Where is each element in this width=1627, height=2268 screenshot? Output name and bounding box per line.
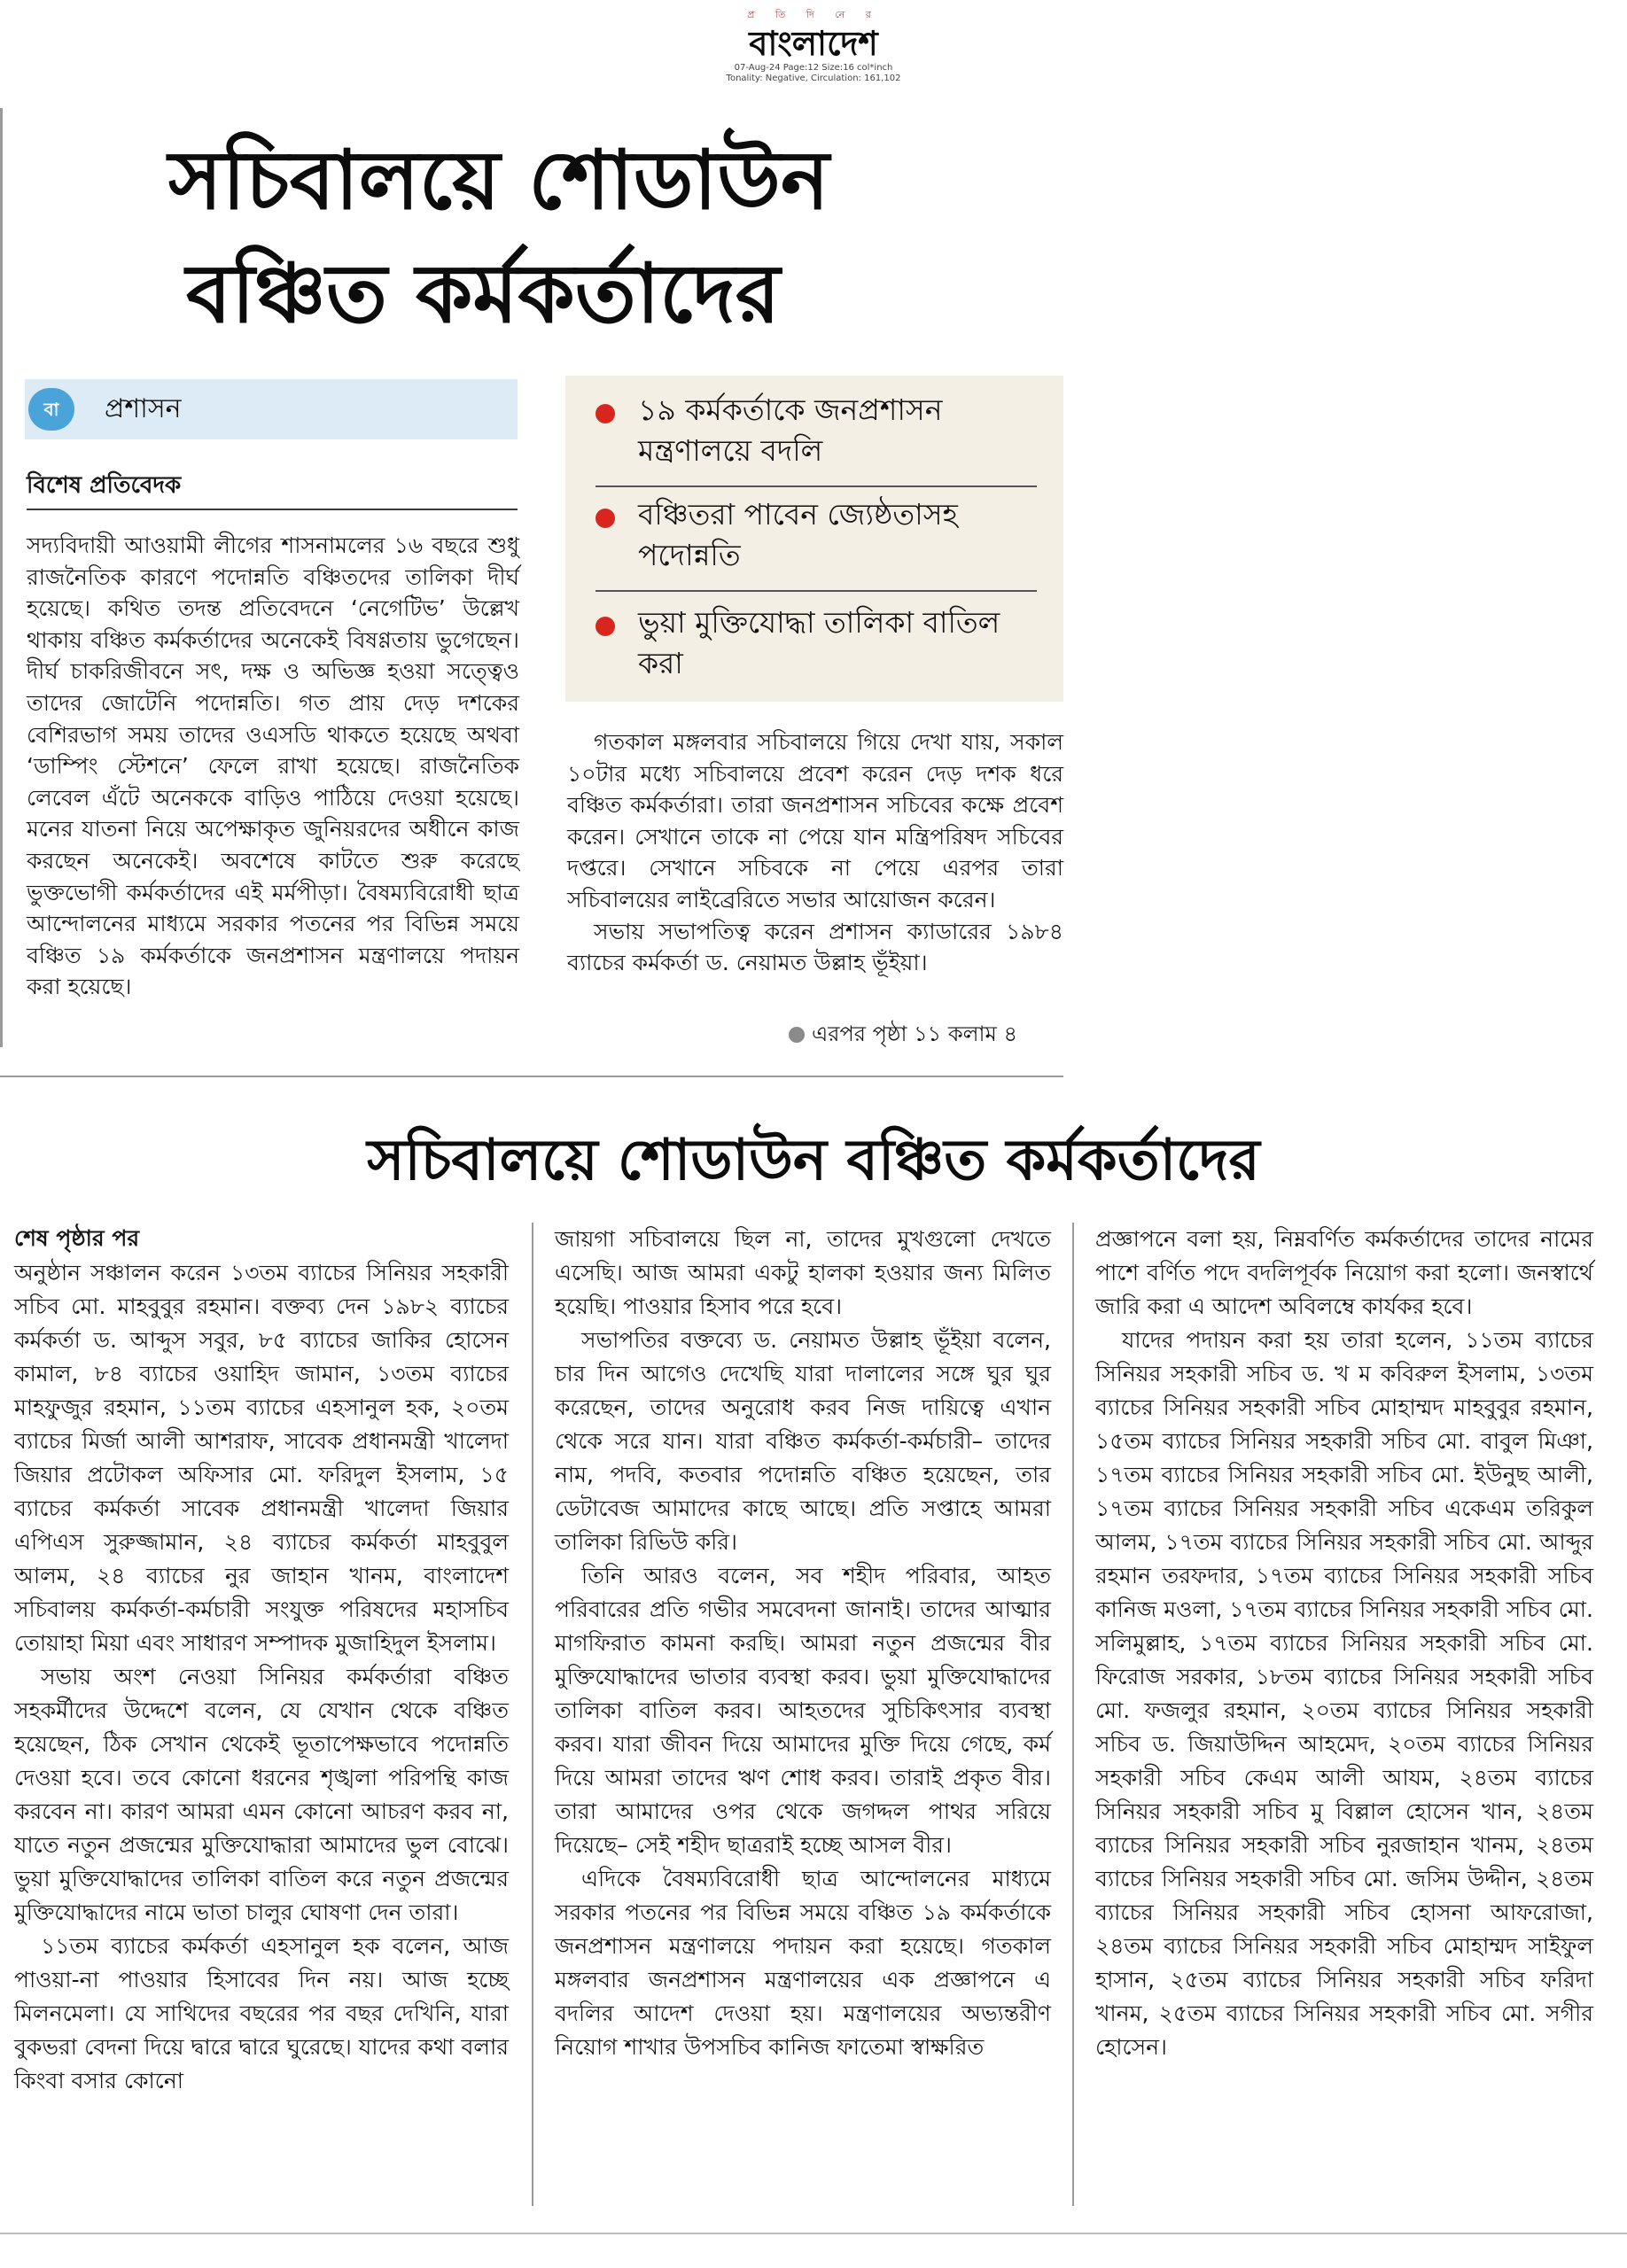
column-divider: [1072, 1223, 1074, 2206]
masthead-logo: বাংলাদেশ: [749, 24, 878, 63]
article-body-right: [567, 726, 1063, 979]
lead-paragraph: [27, 530, 519, 1003]
continued-note: [789, 1019, 1017, 1049]
paragraph: যাদের পদায়ন করা হয় তারা হলেন, ১১তম ব্যাচের সিনিয়র সহকারী সচিব ড. খ ম কবিরুল ইসলাম, ১৩তম ব্যাচের সিনিয়র সহকারী সচিব মোহাম্মদ মাহবুবুর রহমান, ১৫তম ব্যাচের সিনিয়র সহকারী সচিব মো. বাবুল মিঞা, ১৭তম ব্যাচের সিনিয়র সহকারী সচিব মো. ইউনুছ আলী, ১৭তম ব্যাচের সিনিয়র সহকারী সচিব একেএম তরিকুল আলম, ১৭তম ব্যাচের সিনিয়র সহকারী সচিব মো. আব্দুর রহমান তরফদার, ১৭তম ব্যাচের সিনিয়র সহকারী সচিব কানিজ মওলা, ১৭তম ব্যাচের সিনিয়র সহকারী সচিব মো. সলিমুল্লাহ, ১৭তম ব্যাচের সিনিয়র সহকারী সচিব মো. ফিরোজ সরকার, ১৮তম ব্যাচের সিনিয়র সহকারী সচিব মো. ফজলুর রহমান, ২০তম ব্যাচের সিনিয়র সহকারী সচিব ড. জিয়াউদ্দিন আহমেদ, ২০তম ব্যাচের সিনিয়র সহকারী সচিব কেএম আলী আযম, ২৪তম ব্যাচের সিনিয়র সহকারী সচিব মু বিল্লাল হোসেন খান, ২৪তম ব্যাচের সিনিয়র সহকারী সচিব নুরজাহান খানম, ২৪তম ব্যাচের সিনিয়র সহকারী সচিব মো. জসিম উদ্দীন, ২৪তম ব্যাচের সিনিয়র সহকারী সচিব হোসনা আফরোজা, ২৪তম ব্যাচের সিনিয়র সহকারী সচিব মোহাম্মদ সাইফুল হাসান, ২৫তম ব্যাচের সিনিয়র সহকারী সচিব ফরিদা খানম, ২৫তম ব্যাচের সিনিয়র সহকারী সচিব মো. সগীর হোসেন।: [1095, 1327, 1593, 2060]
highlight-item: [596, 494, 1039, 576]
highlight-divider: [596, 590, 1037, 592]
paragraph: তিনি আরও বলেন, সব শহীদ পরিবার, আহত পরিবারের প্রতি গভীর সমবেদনা জানাই। তাদের আত্মার মাগফিরাত কামনা করছি। আমরা নতুন প্রজন্মের বীর মুক্তিযোদ্ধাদের ভাতার ব্যবস্থা করব। ভুয়া মুক্তিযোদ্ধাদের তালিকা বাতিল করব। আহতদের সুচিকিৎসার ব্যবস্থা করব। যারা জীবন দিয়ে আমাদের মুক্তি দিয়ে গেছে, কর্ম দিয়ে আমরা তাদের ঋণ শোধ করব। তারাই প্রকৃত বীর। তারা আমাদের ওপর থেকে জগদ্দল পাথর সরিয়ে দিয়েছে– সেই শহীদ ছাত্ররাই হচ্ছে আসল বীর।: [555, 1563, 1051, 1858]
paragraph: সভায় সভাপতিত্ব করেন প্রশাসন ক্যাডারের ১৯৮৪ ব্যাচের কর্মকর্তা ড. নেয়ামত উল্লাহ ভূঁইয়া।: [567, 918, 1063, 976]
paragraph: অনুষ্ঠান সঞ্চালন করেন ১৩তম ব্যাচের সিনিয়র সহকারী সচিব মো. মাহবুবুর রহমান। বক্তব্য দেন ১৯৮২ ব্যাচের কর্মকর্তা ড. আব্দুস সবুর, ৮৫ ব্যাচের জাকির হোসেন কামাল, ৮৪ ব্যাচের ওয়াহিদ জামান, ১৩তম ব্যাচের মাহফুজুর রহমান, ১১তম ব্যাচের এহসানুল হক, ২০তম ব্যাচের মির্জা আলী আশরাফ, সাবেক প্রধানমন্ত্রী খালেদা জিয়ার প্রটোকল অফিসার মো. ফরিদুল ইসলাম, ১৫ ব্যাচের কর্মকর্তা সাবেক প্রধানমন্ত্রী খালেদা জিয়ার এপিএস সুরুজ্জামান, ২৪ ব্যাচের কর্মকর্তা মাহবুবুল আলম, ২৪ ব্যাচের নুর জাহান খানম, বাংলাদেশ সচিবালয় কর্মকর্তা-কর্মচারী সংযুক্ত পরিষদের মহাসচিব তোয়াহা মিয়া এবং সাধারণ সম্পাদক মুজাহিদুল ইসলাম।: [14, 1260, 509, 1656]
paragraph: সভাপতির বক্তব্যে ড. নেয়ামত উল্লাহ ভূঁইয়া বলেন, চার দিন আগেও দেখেছি যারা দালালের সঙ্গে ঘুর ঘুর করেছেন, তাদের অনুরোধ করব নিজ দায়িত্বে এখান থেকে সরে যান। যারা বঞ্চিত কর্মকর্তা-কর্মচারী– তাদের নাম, পদবি, কতবার পদোন্নতি বঞ্চিত হয়েছেন, তার ডেটাবেজ আমাদের কাছে আছে। প্রতি সপ্তাহে আমরা তালিকা রিভিউ করি।: [555, 1327, 1051, 1555]
clipping-meta-line1: 07-Aug-24 Page:12 Size:16 col*inch: [734, 63, 893, 73]
masthead: [0, 7, 1627, 84]
section-badge: বা: [28, 388, 74, 431]
clipping-separator: [0, 1076, 1063, 1077]
highlight-text: ভুয়া মুক্তিযোদ্ধা তালিকা বাতিল করা: [638, 605, 1000, 680]
byline: বিশেষ প্রতিবেদক: [27, 472, 182, 499]
article-headline: [168, 124, 966, 351]
column-divider: [532, 1223, 533, 2206]
continuation-headline: সচিবালয়ে শোডাউন বঞ্চিত কর্মকর্তাদের: [367, 1128, 1260, 1193]
paragraph: এদিকে বৈষম্যবিরোধী ছাত্র আন্দোলনের মাধ্যমে সরকার পতনের পর বিভিন্ন সময়ে বঞ্চিত ১৯ কর্মকর্তাকে জনপ্রশাসন মন্ত্রণালয়ে পদায়ন করা হয়েছে। গতকাল মঙ্গলবার জনপ্রশাসন মন্ত্রণালয়ের এক প্রজ্ঞাপনে এ বদলির আদেশ দেওয়া হয়। মন্ত্রণালয়ের অভ্যন্তরীণ নিয়োগ শাখার উপসচিব কানিজ ফাতেমা স্বাক্ষরিত: [555, 1866, 1051, 2060]
headline-line-2: বঞ্চিত কর্মকর্তাদের: [186, 246, 781, 341]
highlight-divider: [596, 485, 1037, 487]
highlight-item: [596, 602, 1039, 684]
paragraph: জায়গা সচিবালয়ে ছিল না, তাদের মুখগুলো দেখতে এসেছি। আজ আমরা একটু হালকা হওয়ার জন্য মিলিত হয়েছি। পাওয়ার হিসাব পরে হবে।: [555, 1226, 1051, 1319]
paragraph: গতকাল মঙ্গলবার সচিবালয়ে গিয়ে দেখা যায়, সকাল ১০টার মধ্যে সচিবালয়ে প্রবেশ করেন দেড় দশক ধরে বঞ্চিত কর্মকর্তারা। তারা জনপ্রশাসন সচিবের কক্ষে প্রবেশ করেন। সেখানে তাকে না পেয়ে যান মন্ত্রিপরিষদ সচিবের দপ্তরে। সেখানে সচিবকে না পেয়ে এরপর তারা সচিবালয়ের লাইব্রেরিতে সভার আয়োজন করেন।: [567, 729, 1063, 913]
continued-from-label: শেষ পৃষ্ঠার পর: [14, 1225, 140, 1251]
highlight-text: ১৯ কর্মকর্তাকে জনপ্রশাসন মন্ত্রণালয়ে বদলি: [638, 392, 943, 468]
lead-paragraph-text: সদ্যবিদায়ী আওয়ামী লীগের শাসনামলের ১৬ বছরে শুধু রাজনৈতিক কারণে পদোন্নতি বঞ্চিতদের তালিকা দীর্ঘ হয়েছে। কথিত তদন্ত প্রতিবেদনে ‘নেগেটিভ’ উল্লেখ থাকায় বঞ্চিত কর্মকর্তাদের অনেকেই বিষণ্ণতায় ভুগেছেন। দীর্ঘ চাকরিজীবনে সৎ, দক্ষ ও অভিজ্ঞ হওয়া সত্ত্বেও তাদের জোটেনি পদোন্নতি। গত প্রায় দেড় দশকের বেশিরভাগ সময় তাদের ওএসডি থাকতে হয়েছে অথবা ‘ডাম্পিং স্টেশনে’ ফেলে রাখা হয়েছে। রাজনৈতিক লেবেল এঁটে অনেককে বাড়িও পাঠিয়ে দেওয়া হয়েছে। মনের যাতনা নিয়ে অপেক্ষাকৃত জুনিয়রদের অধীনে কাজ করছেন অনেকেই। অবশেষে কাটতে শুরু করেছে ভুক্তভোগী কর্মকর্তাদের এই মর্মপীড়া। বৈষম্যবিরোধী ছাত্র আন্দোলনের মাধ্যমে সরকার পতনের পর বিভিন্ন সময়ে বঞ্চিত ১৯ কর্মকর্তাকে জনপ্রশাসন মন্ত্রণালয়ে পদায়ন করা হয়েছে।: [27, 532, 519, 1000]
section-bar: [25, 379, 518, 439]
continuation-column-2: [555, 1223, 1051, 2064]
headline-line-1: সচিবালয়ে শোডাউন: [168, 133, 829, 228]
highlight-item: [596, 390, 1039, 471]
continuation-column-3: [1095, 1223, 1593, 2064]
paragraph: প্রজ্ঞাপনে বলা হয়, নিম্নবর্ণিত কর্মকর্তাদের তাদের নামের পাশে বর্ণিত পদে বদলিপূর্বক নিয়োগ করা হলো। জনস্বার্থে জারি করা এ আদেশ অবিলম্বে কার্যকর হবে।: [1095, 1226, 1593, 1319]
byline-divider: [27, 509, 518, 510]
paragraph: ১১তম ব্যাচের কর্মকর্তা এহসানুল হক বলেন, আজ পাওয়া-না পাওয়ার হিসাবের দিন নয়। আজ হচ্ছে মিলনমেলা। যে সাথিদের বছরের পর বছর দেখিনি, যারা বুকভরা বেদনা দিয়ে দ্বারে দ্বারে ঘুরেছে। যাদের কথা বলার কিংবা বসার কোনো: [14, 1933, 509, 2093]
highlight-text: বঞ্চিতরা পাবেন জ্যেষ্ঠতাসহ পদোন্নতি: [638, 497, 958, 572]
continued-bullet-icon: [789, 1027, 805, 1043]
clipping-meta-line2: Tonality: Negative, Circulation: 161,102: [726, 74, 901, 83]
clipping-left-border: [0, 108, 3, 1047]
paragraph: সভায় অংশ নেওয়া সিনিয়র কর্মকর্তারা বঞ্চিত সহকর্মীদের উদ্দেশে বলেন, যে যেখান থেকে বঞ্চিত হয়েছেন, ঠিক সেখান থেকেই ভূতাপেক্ষভাবে পদোন্নতি দেওয়া হবে। তবে কোনো ধরনের শৃঙ্খলা পরিপন্থি কাজ করবেন না। কারণ আমরা এমন কোনো আচরণ করব না, যাতে নতুন প্রজন্মের মুক্তিযোদ্ধারা আমাদের ভুল বোঝে। ভুয়া মুক্তিযোদ্ধাদের তালিকা বাতিল করে নতুন প্রজন্মের মুক্তিযোদ্ধাদের নামে ভাতা চালুর ঘোষণা দেন তারা।: [14, 1664, 509, 1925]
section-label: প্রশাসন: [105, 393, 182, 424]
page-bottom-rule: [0, 2233, 1627, 2234]
masthead-tagline: প্র তি দি নে র: [747, 9, 880, 20]
continuation-column-1: [14, 1256, 509, 2098]
continued-text: এরপর পৃষ্ঠা ১১ কলাম ৪: [812, 1021, 1018, 1046]
